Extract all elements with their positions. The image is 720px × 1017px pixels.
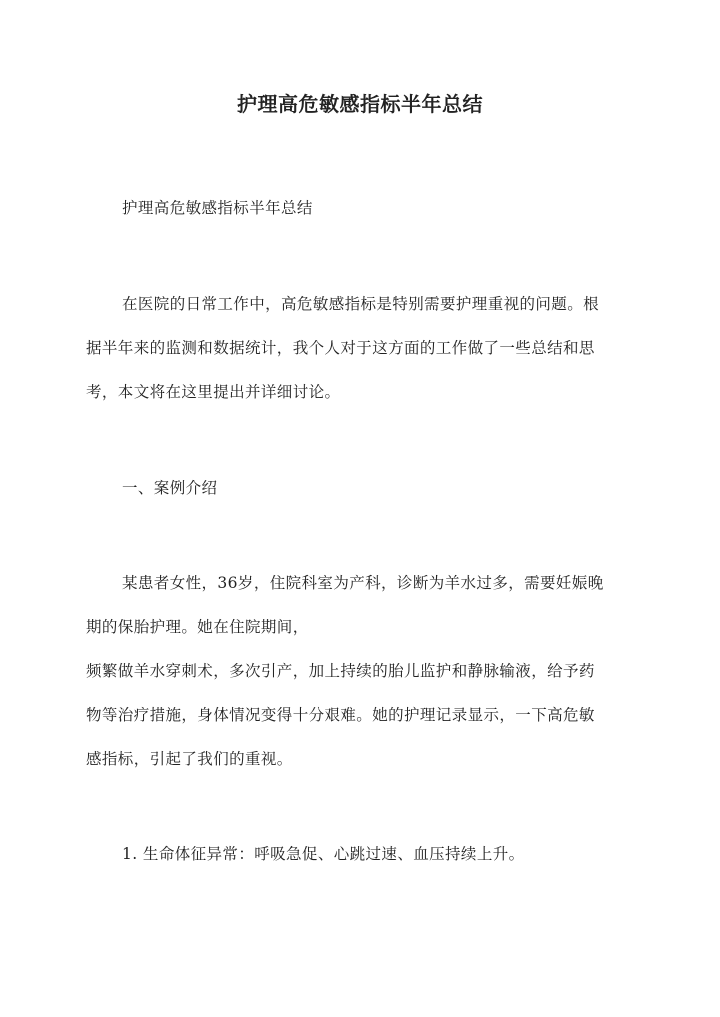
case-line: 物等治疗措施，身体情况变得十分艰难。她的护理记录显示，一下高危敏 (86, 706, 595, 724)
document-title: 护理高危敏感指标半年总结 (237, 92, 483, 116)
case-line: 频繁做羊水穿刺术，多次引产，加上持续的胎儿监护和静脉输液，给予药 (86, 662, 595, 680)
case-line: 感指标，引起了我们的重视。 (86, 750, 293, 768)
section-heading-text: 一、案例介绍 (122, 479, 218, 497)
intro-paragraph (86, 282, 634, 414)
intro-line: 在医院的日常工作中，高危敏感指标是特别需要护理重视的问题。根 (122, 295, 600, 313)
case-line: 某患者女性，36岁，住院科室为产科，诊断为羊水过多，需要妊娠晚 (122, 574, 604, 592)
list-item-text: 1. 生命体征异常：呼吸急促、心跳过速、血压持续上升。 (122, 845, 525, 863)
case-paragraph (86, 561, 634, 781)
subtitle-text: 护理高危敏感指标半年总结 (122, 199, 313, 217)
list-item (86, 832, 634, 876)
subtitle-paragraph (86, 186, 634, 230)
intro-line: 据半年来的监测和数据统计，我个人对于这方面的工作做了一些总结和思 (86, 339, 595, 357)
section-heading (86, 466, 634, 510)
case-line: 期的保胎护理。她在住院期间， (86, 618, 309, 636)
intro-line: 考，本文将在这里提出并详细讨论。 (86, 383, 341, 401)
